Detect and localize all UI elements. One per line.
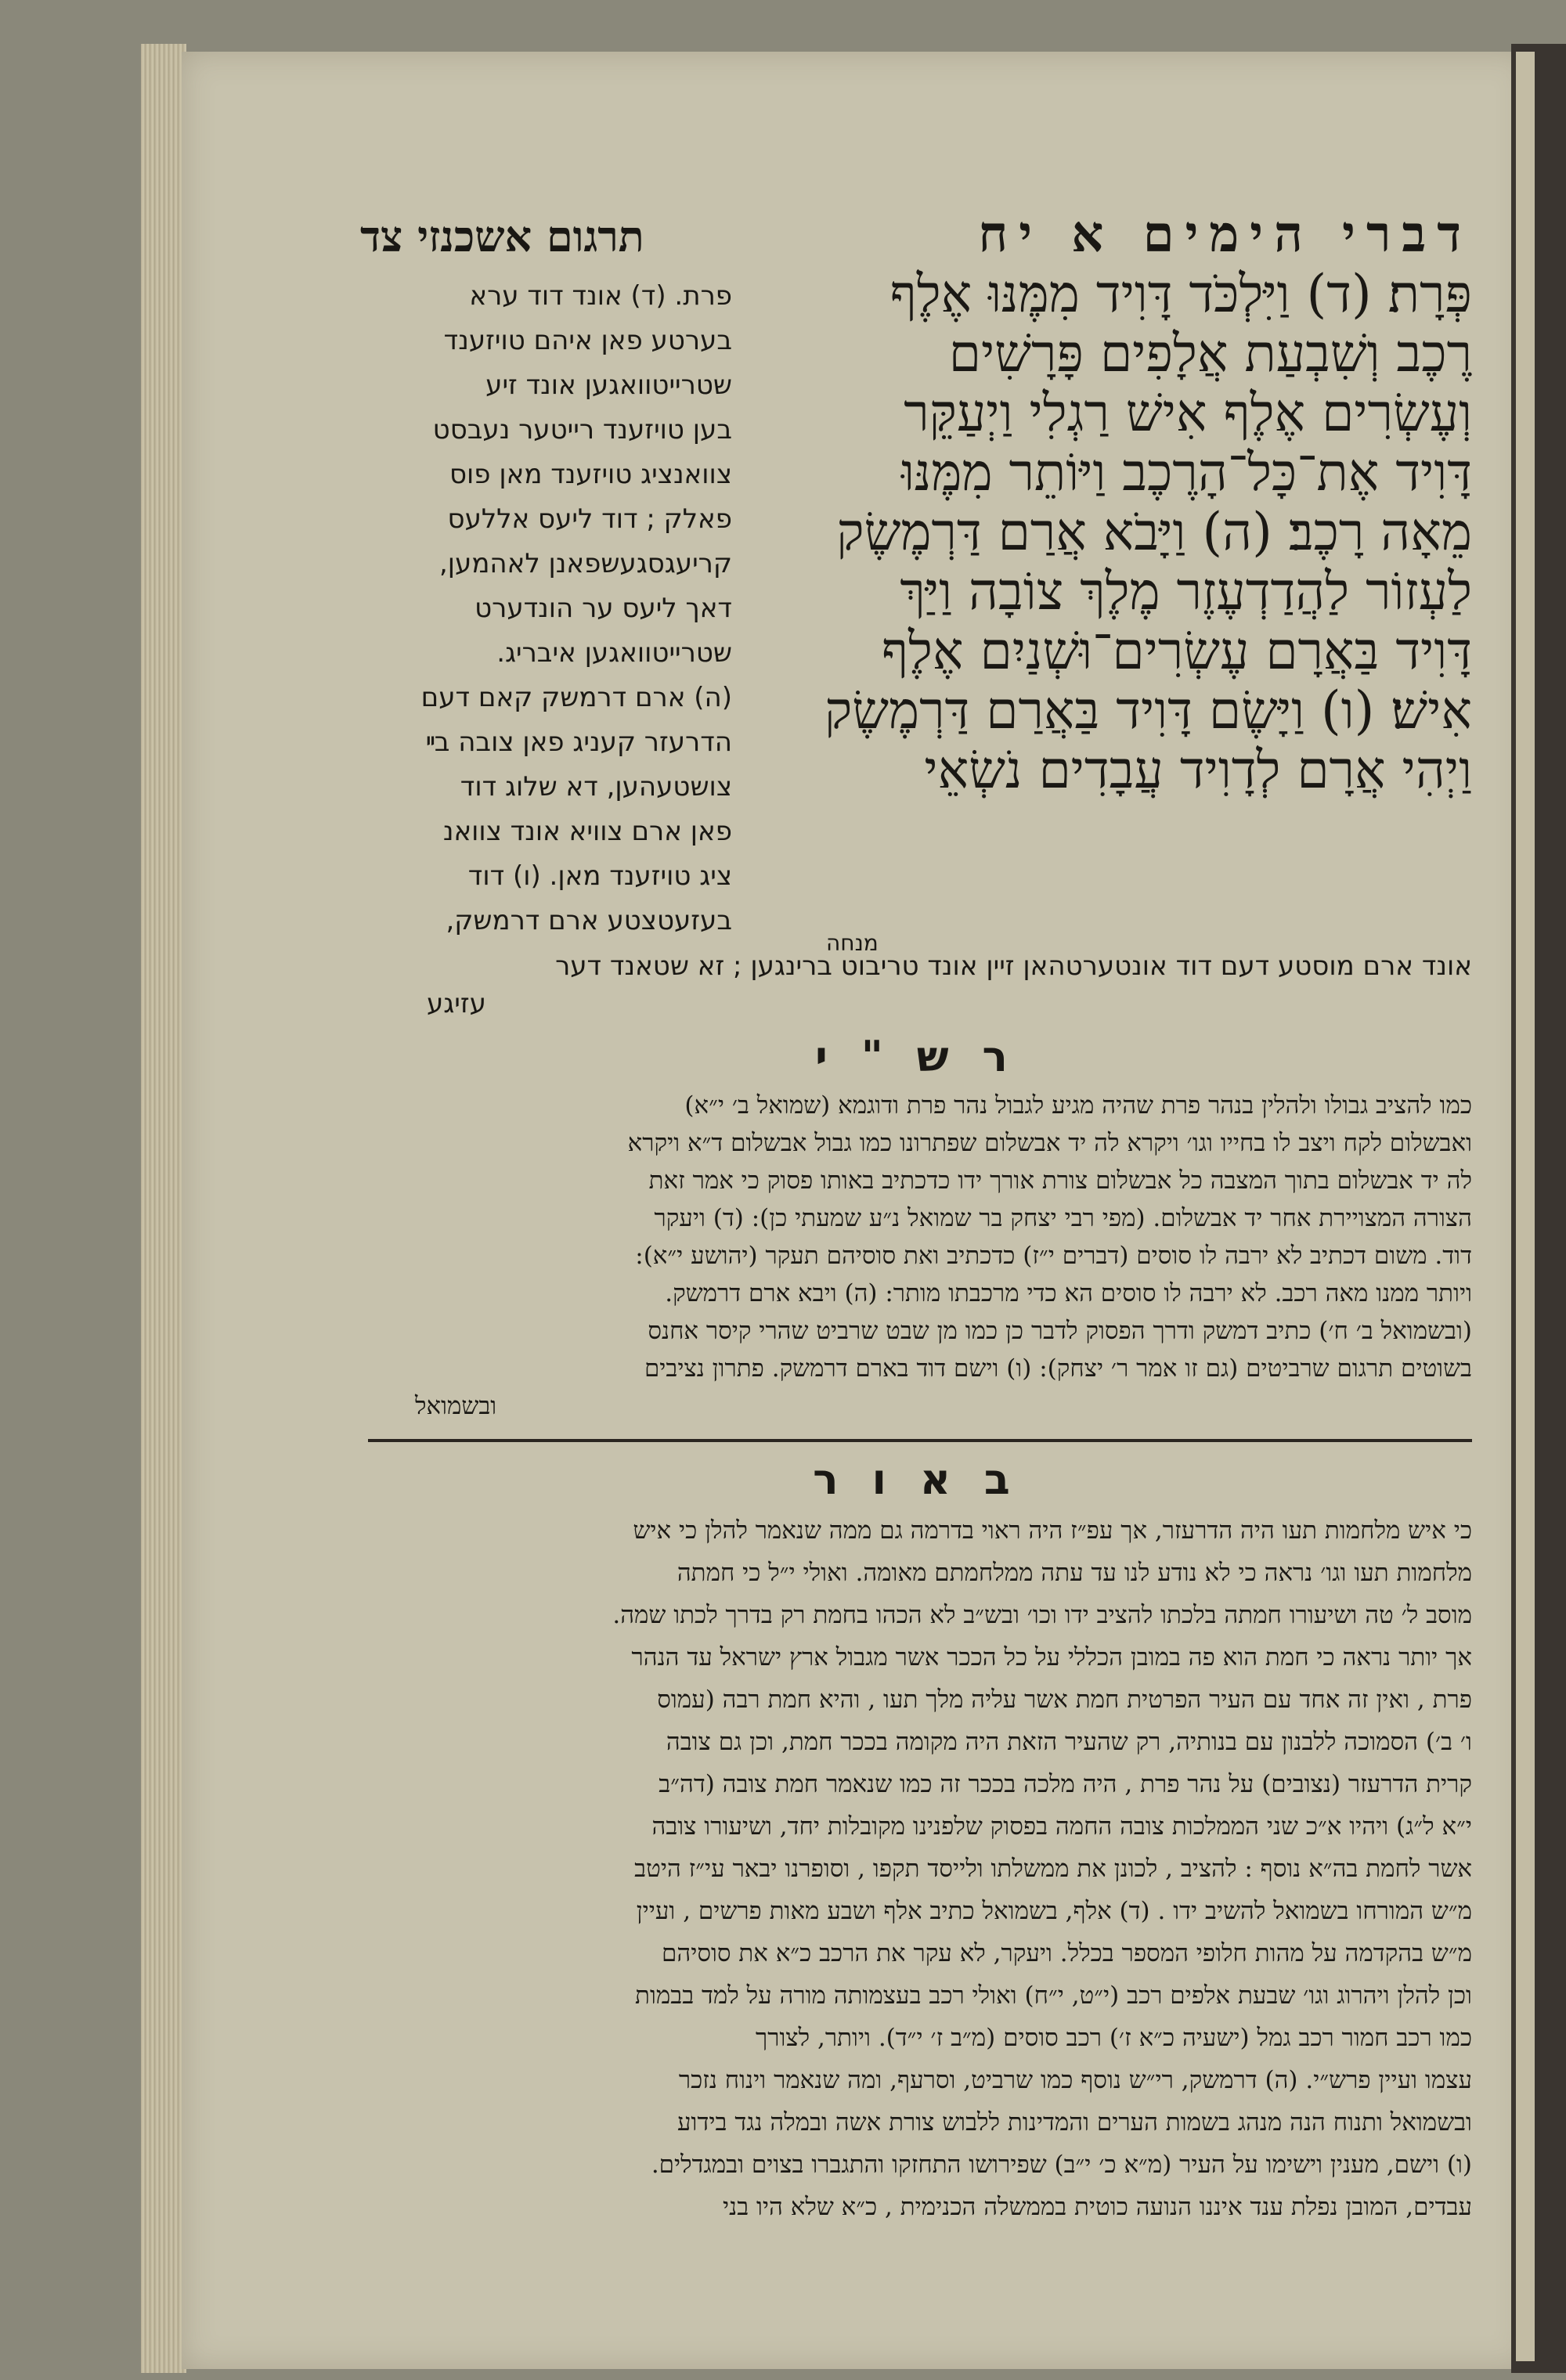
targum-line: ציג טויזענד מאן. (ו) דוד	[467, 860, 732, 892]
running-header	[360, 205, 1472, 268]
biur-line: ובשמואל ותנוח הנה מנהג בשמות הערים והמדינות ללבוש צורת אשה ובמלה נגד בידוע	[677, 2108, 1472, 2137]
biur-line: פרת , ואין זה אחד עם העיר הפרטית חמת אשר עליה מלך תעו , והיא חמת רבה (עמוס	[657, 1686, 1472, 1714]
targum-line: הדרעזר קעניג פאן צובה בײ	[425, 727, 732, 758]
book-spine-right	[1511, 44, 1566, 2373]
targum-line: פרת. (ד) אונד דוד ערא	[469, 280, 732, 312]
biur-line: מוסב ל׳ טה ושיעורו חמתה בלכתו להציב ידו וכו׳ ובש״ב לא הכהו בחמת רק בדרך לכתו שמה.	[612, 1601, 1472, 1629]
book-page-edges-left	[141, 44, 186, 2373]
biur-line: אך יותר נראה כי חמת הוא פה במובן הכללי על כל הככר אשר מגבול ארץ ישראל עד הנהר	[631, 1643, 1472, 1671]
bible-line: אִישׁ׃ (ו) וַיָּשֶׂם דָּוִיד בַּאֲרַם דַּרְמֶשֶׂק	[824, 681, 1472, 741]
targum-line: צושטעהען, דא שלוג דוד	[460, 771, 732, 802]
bible-line: מֵאָה רָכֶב׃ (ה) וַיָּבֹא אֲרַם דַּרְמֶשֶׂק	[836, 503, 1472, 562]
biur-line: י״א ל״ג) ויהיו א״כ שני הממלכות צובה החמה בפסוק שלפנינו מקובלות יחד, ושיעורו צובה	[651, 1812, 1472, 1841]
rashi-line: דוד. משום דכתיב לא ירבה לו סוסים (דברים י״ז) כדכתיב ואת סוסיהם תעקר (יהושע י״א):	[635, 1242, 1472, 1270]
targum-line: שטרייטוואגען אונד זיע	[485, 370, 732, 401]
bible-line: פְּרָת׃ (ד) וַיִּלְכֹּד דָּוִיד מִמֶּנּוּ אֶלֶף	[889, 265, 1472, 324]
rashi-line: לה יד אבשלום בתוך המצבה כל אבשלום צורת אורך ידו כדכתיב באותו פסוק כי אמר זאת	[648, 1167, 1472, 1195]
targum-line: קריעגסגעשפאנן לאהמען,	[438, 548, 732, 579]
section-divider	[368, 1439, 1472, 1442]
biur-line: מלחמות תעו וגו׳ נראה כי לא נודע לנו עד עתה ממלחמתם מאומה. ואולי י״ל כי חמתה	[677, 1559, 1472, 1587]
biur-line: ו׳ ב׳) הסמוכה ללבנון עם בנותיה, רק שהעיר הזאת היה מקומה בככר חמת, וכן גם צובה	[666, 1728, 1472, 1756]
rashi-commentary	[368, 1087, 1472, 1425]
biur-line: עצמו ועיין פרש״י. (ה) דרמשק, רי״ש נוסף כמו שרביט, וסרעף, ומה שנאמר וינוח נזכר	[678, 2066, 1472, 2094]
rashi-line: (ובשמואל ב׳ ח׳) כתיב דמשק ודרך הפסוק לדבר כן כמו מן שבט שרביט שהרי קיסר אחנס	[648, 1317, 1472, 1345]
bible-line: רֶכֶב וְשִׁבְעַת אֲלָפִים פָּרָשִׁים	[948, 324, 1472, 384]
header-book-title: דברי הימים א יח	[978, 205, 1472, 264]
biur-line: קרית הדרעזר (נצובים) על נהר פרת , היה מלכה בככר זה כמו שנאמר חמת צובה (דה״ב	[659, 1770, 1472, 1798]
targum-line: בען טויזענד רייטער נעבסט	[432, 414, 732, 445]
header-translation-title: תרגום אשכנזי צד	[360, 211, 644, 261]
bible-line: לַעְזוֹר לַהֲדַדְעֶזֶר מֶלֶךְ צוֹבָה וַיַּךְ	[900, 562, 1472, 622]
biur-line: (ו) וישם, מענין וישימו על העיר (מ״א כ׳ י״ב) שפירושו התחזקו והתגברו בצוים ובמגדלים.	[651, 2151, 1472, 2179]
targum-line: פאלק ; דוד ליעס אללעס	[447, 503, 732, 535]
biur-line: כי איש מלחמות תעו היה הדרעזר, אך עפ״ז היה ראוי בדרמה גם ממה שנאמר להלן כי איש	[633, 1516, 1472, 1545]
biur-line: מ״ש המורחו בשמואל להשיב ידו . (ד) אלף, בשמואל כתיב אלף ושבע מאות פרשים , ועיין	[636, 1897, 1472, 1925]
targum-line: (ה) ארם דרמשק קאם דעם	[420, 682, 732, 713]
biur-line: כמו רכב חמור רכב גמל (ישעיה כ״א ז׳) רכב סוסים (מ״ב ז׳ י״ד). ויותר, לצורך	[756, 2024, 1472, 2052]
bible-line: וַיְהִי אֲרָם לְדָוִיד עֲבָדִים נֹשְׂאֵי	[924, 741, 1472, 800]
biur-line: וכן להלן ויהרוג וגו׳ שבעת אלפים רכב (י״ט, י״ח) ואולי רכב בעצמותה מורה על למד בבמות	[635, 1982, 1472, 2010]
biur-line: מ״ש בהקדמה על מהות חלופי המספר בכלל. ויעקר, לא עקר את הרכב כ״א את סוסיהם	[662, 1939, 1472, 1967]
targum-full-width	[364, 947, 1472, 1022]
next-page-sliver	[1516, 52, 1535, 2361]
rashi-line: ויותר ממנו מאה רכב. לא ירבה לו סוסים הא כדי מרכבתו מותר: (ה) ויבא ארם דרמשק.	[665, 1279, 1472, 1307]
biur-line: אשר לחמת בה״א נוסף : להציב , לכונן את ממשלתו ולייסד תקפו , וסופרנו יבאר עי״ז היטב	[634, 1855, 1472, 1883]
targum-line: פאן ארם צוויא אונד צוואנ	[442, 816, 732, 847]
rashi-line: כמו להציב גבולו ולהלין בנהר פרת שהיה מגיע לגבול נהר פרת ודוגמא (שמואל ב׳ י״א)	[684, 1091, 1472, 1120]
targum-line: בעזעטצטע ארם דרמשק,	[446, 905, 732, 936]
targum-line: בערטע פאן איהם טויזענד	[443, 325, 732, 356]
targum-line: דאך ליעס ער הונדערט	[474, 593, 732, 624]
targum-last-line: עזיגע	[427, 988, 486, 1019]
bible-text-column	[783, 265, 1472, 907]
biur-commentary	[368, 1509, 1472, 2228]
targum-column	[364, 274, 732, 936]
biur-title: ב א ו ר	[813, 1455, 1019, 1504]
targum-line: צוואנציג טויזענד מאן פוס	[449, 459, 732, 490]
bible-line: דָּוִיד בַּאֲרָם עֶשְׂרִים־וּשְׁנַיִם אֶלֶף	[881, 622, 1472, 681]
targum-full-line: אונד ארם מוסטע דעם דוד אונטערטהאן זיין אונד טריבוט ברינגען ; זא שטאנד דער	[555, 950, 1472, 982]
rashi-line: ואבשלום לקח ויצב לו בחייו וגו׳ ויקרא לה יד אבשלום שפתרונו כמו גבול אבשלום ד״א ויקרא	[627, 1129, 1472, 1157]
rashi-line: בשוטים תרגום שרביטים (גם זו אמר ר׳ יצחק): (ו) וישם דוד בארם דרמשק. פתרון נציבים	[644, 1354, 1472, 1383]
rashi-line: ובשמואל	[415, 1392, 497, 1420]
targum-line: שטרייטוואגען איבריג.	[496, 637, 732, 669]
bible-line: וְעֶשְׂרִים אֶלֶף אִישׁ רַגְלִי וַיְעַקֵּר	[904, 384, 1472, 443]
bible-line: דָּוִיד אֶת־כָּל־הָרֶכֶב וַיּוֹתֵר מִמֶּנּוּ	[901, 443, 1472, 503]
bible-catchword: מנחה	[826, 930, 879, 956]
biur-line: עבדים, המובן נפלת ענד איננו הנועה כוטית בממשלה הכנימית , כ״א שלא היו בני	[722, 2193, 1472, 2221]
rashi-title: ר ש " י	[815, 1032, 1017, 1081]
rashi-line: הצורה המצויירת אחר יד אבשלום. (מפי רבי יצחק בר שמואל נ״ע שמעתי כן): (ד) ויעקר	[654, 1204, 1472, 1232]
